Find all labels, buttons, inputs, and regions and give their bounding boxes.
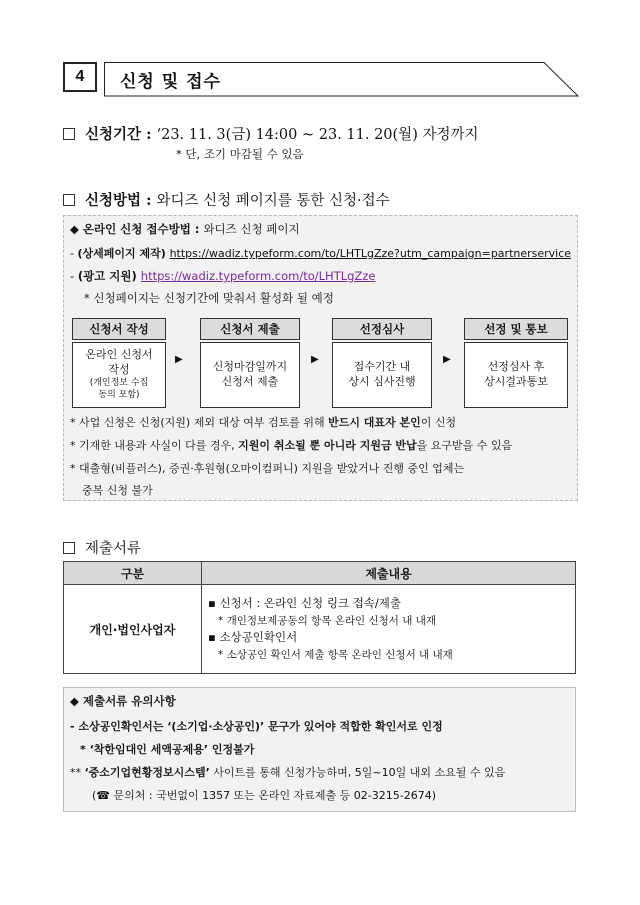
step-2-line2: 신청서 제출 <box>221 375 279 388</box>
online-method-value: 와디즈 신청 페이지 <box>203 222 300 236</box>
caution-text: ** <box>70 766 85 779</box>
doc-item-1: ▪ 신청서 : 온라인 신청 링크 접속/제출 <box>208 595 402 610</box>
caution-emphasis: ‘중소기업현황정보시스템’ <box>84 766 210 779</box>
step-1-body <box>72 342 166 408</box>
doc-item-2: ▪ 소상공인확인서 <box>208 630 298 644</box>
activation-note: * 신청페이지는 신청기간에 맞춰서 활성화 될 예정 <box>84 291 334 305</box>
dash: - <box>70 269 78 283</box>
detail-page-line <box>70 245 571 261</box>
note-text: 을 요구받을 수 있음 <box>416 439 513 452</box>
documents-table <box>63 561 576 674</box>
step-1-head: 신청서 작성 <box>72 318 166 340</box>
checkbox-square-icon <box>63 542 75 554</box>
step-4-head: 선정 및 통보 <box>464 318 568 340</box>
step-arrow-icon: ▶ <box>443 354 451 365</box>
step-1-note2: 동의 포함) <box>98 389 140 400</box>
online-method-line <box>70 221 300 237</box>
step-2-line1: 신청마감일까지 <box>212 360 288 374</box>
ad-support-link[interactable]: https://wadiz.typeform.com/to/LHTLgZze <box>140 269 376 283</box>
period-note: * 단, 조기 마감될 수 있음 <box>176 147 304 161</box>
caution-item-3 <box>70 764 505 780</box>
step-3-line2: 상시 심사진행 <box>348 375 416 388</box>
caution-text: 사이트를 통해 신청가능하며, 5일~10일 내외 소요될 수 있음 <box>209 766 506 779</box>
step-3-body <box>332 342 432 408</box>
note-refund <box>70 437 512 453</box>
period-label: 신청기간 : <box>85 126 157 143</box>
note-duplicate-2: 중복 신청 불가 <box>82 484 153 497</box>
note-duplicate-1: * 대출형(비플러스), 증권·후원형(오마이컴퍼니) 지원을 받았거나 진행 중인 업체는 <box>70 462 465 475</box>
section-title: 신청 및 접수 <box>120 72 221 92</box>
row-content <box>202 585 576 674</box>
caution-item-1: - 소상공인확인서는 ‘(소기업·소상공인)’ 문구가 있어야 적합한 확인서로 인정 <box>70 720 443 733</box>
note-text: * 사업 신청은 신청(지원) 제외 대상 여부 검토를 위해 <box>70 416 329 429</box>
step-1-line2: 작성 <box>108 363 130 377</box>
ad-support-line <box>70 268 375 284</box>
note-emphasis: 지원이 취소될 뿐 아니라 지원금 반납 <box>238 439 417 452</box>
section-number: 4 <box>63 62 97 92</box>
checkbox-square-icon <box>63 194 75 206</box>
doc-item-2-note: * 소상공인 확인서 제출 항목 온라인 신청서 내 내재 <box>218 648 453 661</box>
detail-page-link[interactable]: https://wadiz.typeform.com/to/LHTLgZze?utm_campaign=partnerservice <box>169 247 572 260</box>
method-label: 신청방법 : <box>85 192 157 209</box>
step-4-line2: 상시결과통보 <box>484 375 548 388</box>
row-label: 개인·법인사업자 <box>64 585 202 674</box>
doc-item-1-note: * 개인정보제공동의 항목 온라인 신청서 내 내재 <box>218 614 436 627</box>
dash: - <box>70 247 78 260</box>
step-1-note1: (개인정보 수집 <box>89 378 149 389</box>
note-emphasis: 반드시 대표자 본인 <box>328 416 421 429</box>
table-header-category: 구분 <box>64 562 202 585</box>
method-value: 와디즈 신청 페이지를 통한 신청·접수 <box>156 193 390 209</box>
detail-page-label: (상세페이지 제작) <box>77 247 170 260</box>
documents-title: 제출서류 <box>85 541 142 557</box>
step-4-body <box>464 342 568 408</box>
step-2-body <box>200 342 300 408</box>
documents-heading <box>63 537 141 558</box>
checkbox-square-icon <box>63 128 75 140</box>
step-3-line1: 접수기간 내 <box>353 360 411 374</box>
ad-support-label: (광고 지원) <box>77 269 141 283</box>
caution-title: ◆ 제출서류 유의사항 <box>70 694 176 708</box>
note-text: * 기재한 내용과 사실이 다를 경우, <box>70 439 239 452</box>
step-4-line1: 선정심사 후 <box>487 360 545 374</box>
table-header-content: 제출내용 <box>202 562 576 585</box>
step-1-line1: 온라인 신청서 <box>85 348 153 362</box>
caution-contact: (☎ 문의처 : 국번없이 1357 또는 온라인 자료제출 등 02-3215-2674) <box>92 789 437 802</box>
step-3-head: 선정심사 <box>332 318 432 340</box>
period-heading <box>63 123 479 144</box>
period-value: ‘23. 11. 3(금) 14:00 ~ 23. 11. 20(월) 자정까지 <box>156 127 479 143</box>
step-2-head: 신청서 제출 <box>200 318 300 340</box>
step-arrow-icon: ▶ <box>175 354 183 365</box>
method-heading <box>63 189 390 210</box>
online-method-label: ◆ 온라인 신청 접수방법 : <box>70 222 204 236</box>
note-representative <box>70 414 456 430</box>
note-text: 이 신청 <box>420 416 457 429</box>
caution-item-2: * ‘착한임대인 세액공제용’ 인정불가 <box>80 743 255 756</box>
step-arrow-icon: ▶ <box>311 354 319 365</box>
